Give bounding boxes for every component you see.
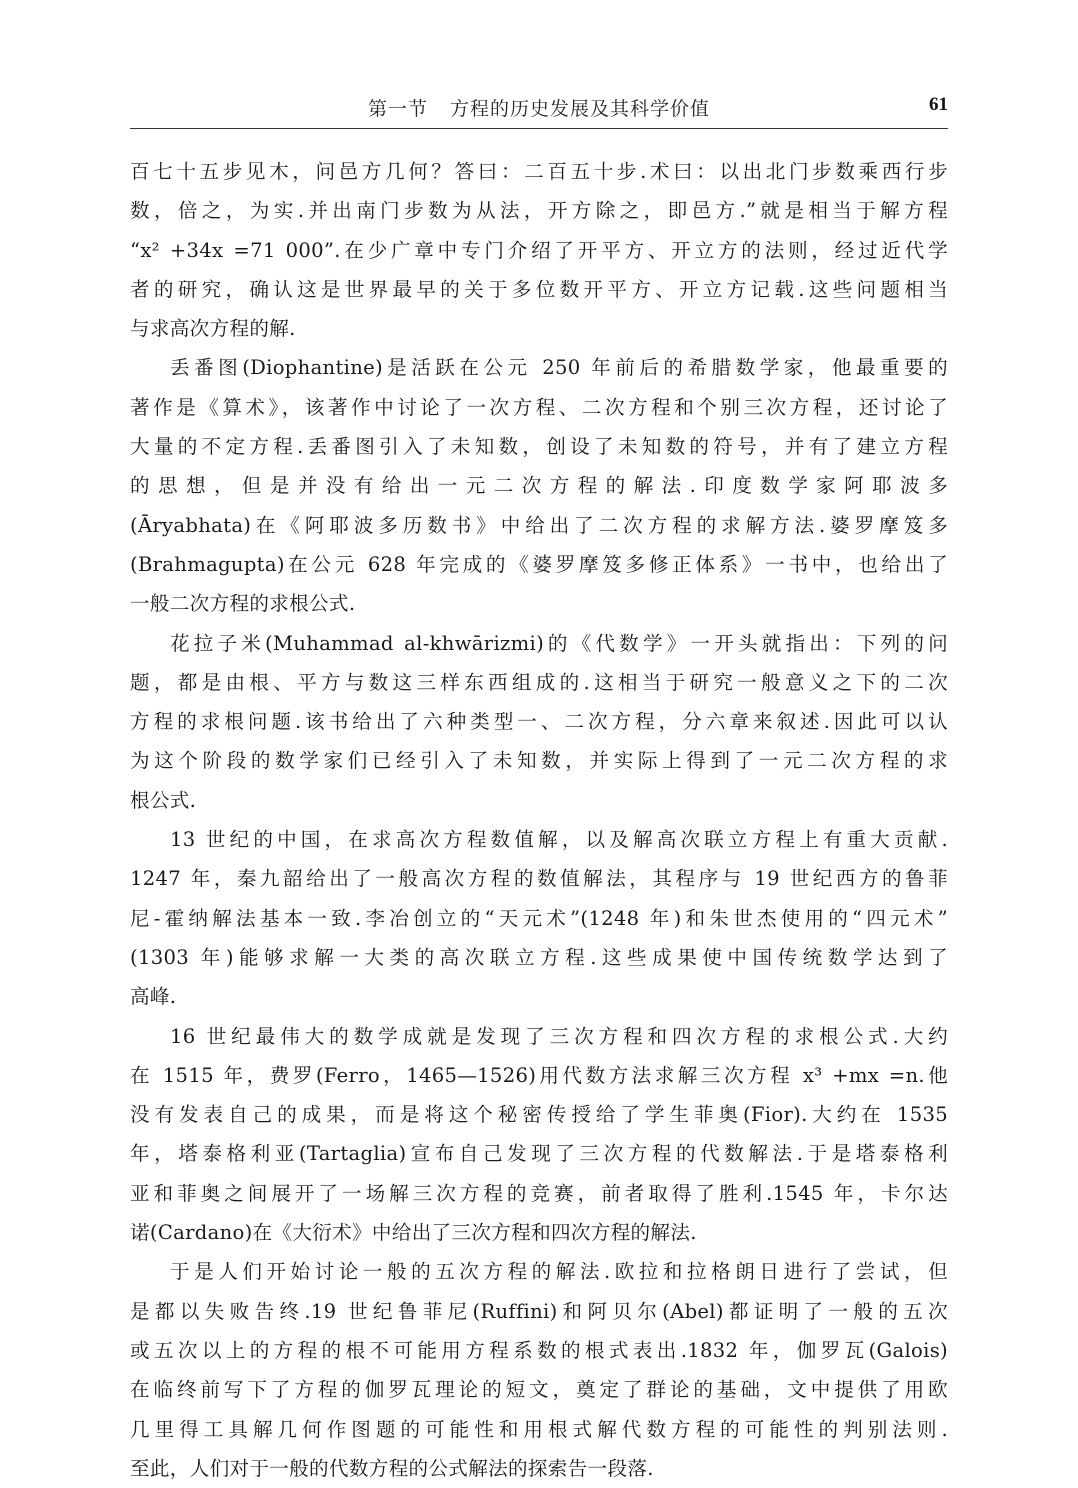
text-line: 数，倍之，为实.并出南门步数为从法，开方除之，即邑方.”就是相当于解方程 — [130, 199, 948, 223]
text-line: 题，都是由根、平方与数这三样东西组成的.这相当于研究一般意义之下的二次 — [130, 670, 948, 694]
text-line: 在 1515 年，费罗(Ferro，1465—1526)用代数方法求解三次方程 x³ +mx =n.他 — [130, 1063, 948, 1087]
text-line: 诺(Cardano)在《大衍术》中给出了三次方程和四次方程的解法. — [130, 1221, 697, 1245]
text-line: 16 世纪最伟大的数学成就是发现了三次方程和四次方程的求根公式.大约 — [170, 1024, 948, 1048]
header-title — [130, 94, 948, 121]
text-line: 与求高次方程的解. — [130, 317, 296, 341]
text-line: 根公式. — [130, 788, 197, 812]
text-line: 至此，人们对于一般的代数方程的公式解法的探索告一段落. — [130, 1456, 654, 1480]
page-number: 61 — [929, 94, 948, 115]
text-line: (Āryabhata)在《阿耶波多历数书》中给出了二次方程的求解方法.婆罗摩笈多 — [130, 513, 948, 537]
text-line: 年，塔泰格利亚(Tartaglia)宣布自己发现了三次方程的代数解法.于是塔泰格利 — [130, 1142, 948, 1166]
text-line: 是都以失败告终.19 世纪鲁菲尼(Ruffini)和阿贝尔(Abel)都证明了一般的五次 — [130, 1299, 948, 1323]
text-line: 13 世纪的中国，在求高次方程数值解，以及解高次联立方程上有重大贡献. — [170, 828, 948, 852]
text-line: 几里得工具解几何作图题的可能性和用根式解代数方程的可能性的判别法则. — [130, 1417, 948, 1441]
text-line: 的思想，但是并没有给出一元二次方程的解法.印度数学家阿耶波多 — [130, 474, 948, 498]
text-line: 方程的求根问题.该书给出了六种类型一、二次方程，分六章来叙述.因此可以认 — [130, 710, 948, 734]
text-line: 花拉子米(Muhammad al-khwārizmi)的《代数学》一开头就指出：下列的问 — [170, 631, 948, 655]
text-line: 亚和菲奥之间展开了一场解三次方程的竞赛，前者取得了胜利.1545 年，卡尔达 — [130, 1181, 948, 1205]
running-header — [130, 94, 948, 128]
text-line: 丢番图(Diophantine)是活跃在公元 250 年前后的希腊数学家，他最重要的 — [170, 356, 948, 380]
text-line: 在临终前写下了方程的伽罗瓦理论的短文，奠定了群论的基础，文中提供了用欧 — [130, 1378, 948, 1402]
text-line: 为这个阶段的数学家们已经引入了未知数，并实际上得到了一元二次方程的求 — [130, 749, 948, 773]
text-line: 高峰. — [130, 985, 177, 1009]
text-line: “x² +34x =71 000”.在少广章中专门介绍了开平方、开立方的法则，经过近代学 — [130, 238, 948, 262]
header-rule — [130, 128, 948, 129]
text-line: 百七十五步见木，问邑方几何？答曰：二百五十步.术曰：以出北门步数乘西行步 — [130, 160, 948, 183]
text-line: 尼-霍纳解法基本一致.李冶创立的“天元术”(1248 年)和朱世杰使用的“四元术” — [130, 906, 948, 930]
text-line: 没有发表自己的成果，而是将这个秘密传授给了学生菲奥(Fior).大约在 1535 — [130, 1103, 948, 1127]
text-line: 一般二次方程的求根公式. — [130, 592, 356, 616]
header-chapter-title: 方程的历史发展及其科学价值 — [450, 98, 711, 120]
text-line: 1247 年，秦九韶给出了一般高次方程的数值解法，其程序与 19 世纪西方的鲁菲 — [130, 867, 948, 891]
body-text — [130, 152, 948, 1488]
text-line: (Brahmagupta)在公元 628 年完成的《婆罗摩笈多修正体系》一书中，也给出了 — [130, 552, 948, 576]
header-section: 第一节 — [367, 98, 428, 120]
text-line: 著作是《算术》，该著作中讨论了一次方程、二次方程和个别三次方程，还讨论了 — [130, 395, 948, 419]
text-line: 于是人们开始讨论一般的五次方程的解法.欧拉和拉格朗日进行了尝试，但 — [170, 1260, 948, 1284]
text-line: (1303 年)能够求解一大类的高次联立方程.这些成果使中国传统数学达到了 — [130, 945, 948, 969]
text-line: 大量的不定方程.丢番图引入了未知数，创设了未知数的符号，并有了建立方程 — [130, 435, 948, 459]
text-line: 或五次以上的方程的根不可能用方程系数的根式表出.1832 年，伽罗瓦(Galois) — [130, 1338, 948, 1362]
text-line: 者的研究，确认这是世界最早的关于多位数开平方、开立方记载.这些问题相当 — [130, 277, 948, 301]
